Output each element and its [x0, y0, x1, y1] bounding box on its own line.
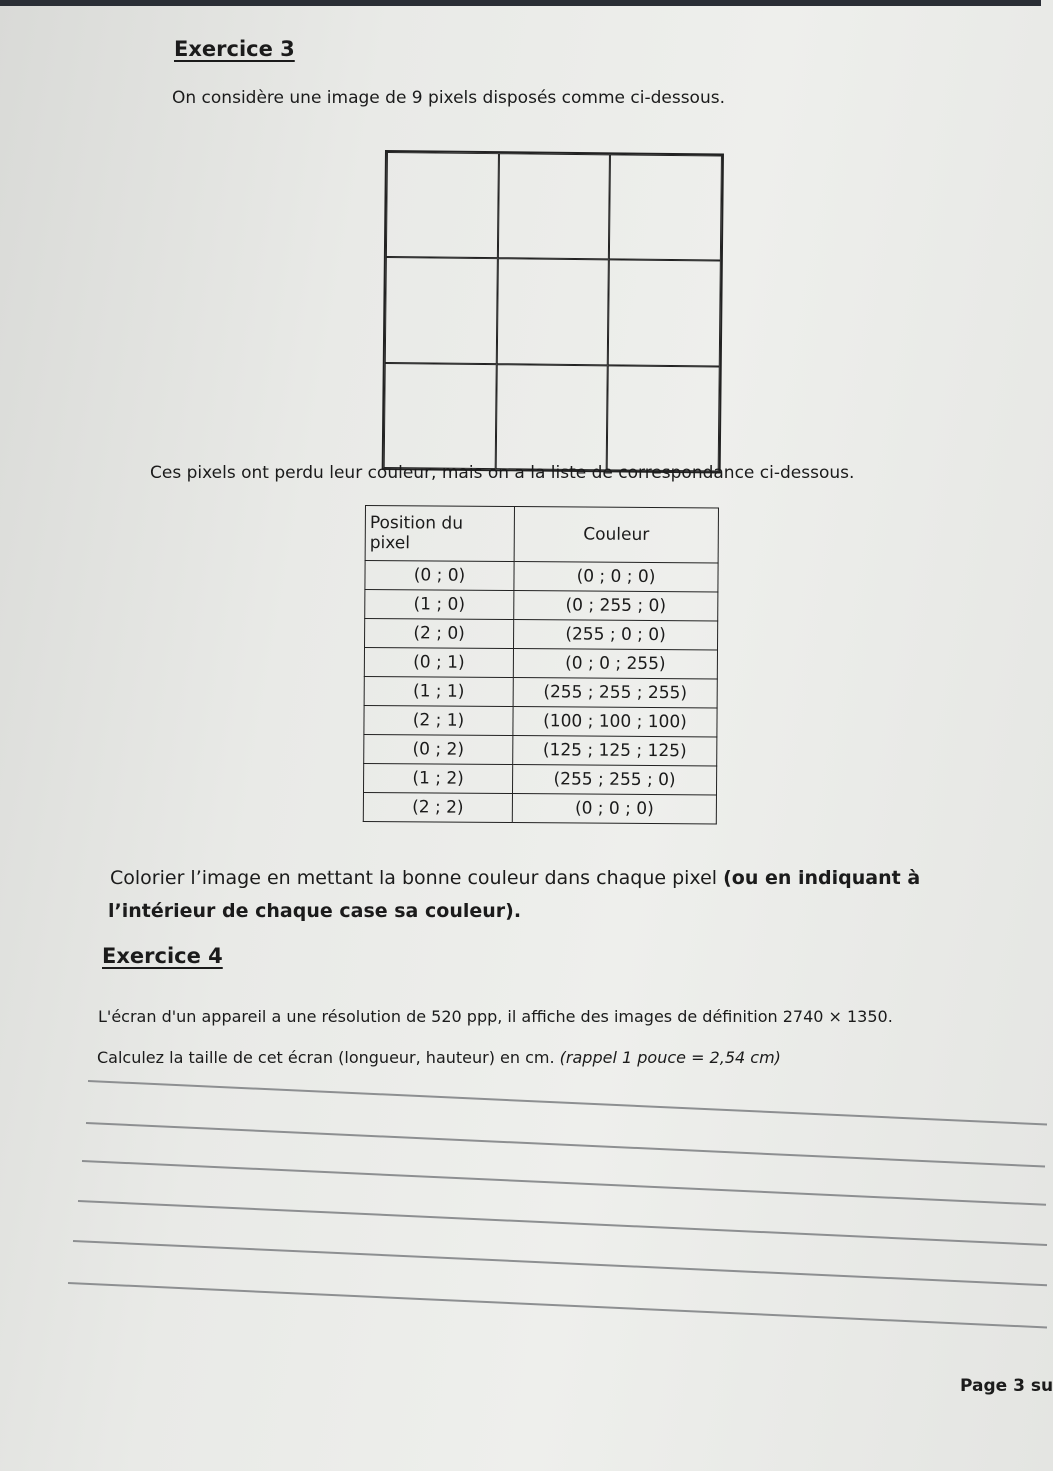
- color-cell: (125 ; 125 ; 125): [513, 736, 717, 766]
- color-cell: (255 ; 255 ; 255): [513, 678, 717, 708]
- exercise-4-line2: [97, 1048, 781, 1067]
- table-row: [363, 763, 716, 794]
- exercise-3-intro: On considère une image de 9 pixels disposés comme ci-dessous.: [172, 88, 725, 108]
- table-row: [365, 590, 718, 621]
- position-cell: (2 ; 2): [363, 792, 512, 822]
- color-cell: (0 ; 0 ; 255): [513, 649, 717, 679]
- exercise-3-instruction-line2: l’intérieur de chaque case sa couleur).: [108, 900, 522, 922]
- answer-line: [82, 1160, 1046, 1206]
- pixel-cell: [385, 257, 498, 363]
- table-row: [364, 648, 717, 679]
- answer-line: [78, 1200, 1047, 1246]
- position-cell: (1 ; 2): [363, 763, 512, 793]
- pixel-cell: [384, 363, 497, 470]
- exercise-4-title: Exercice 4: [102, 944, 223, 968]
- color-cell: (0 ; 255 ; 0): [514, 591, 718, 621]
- header-position: Position du pixel: [365, 506, 514, 562]
- pixel-cell: [386, 152, 499, 258]
- table-row: [364, 734, 717, 765]
- instruction-bold-text: (ou en indiquant à: [723, 867, 921, 889]
- color-cell: (255 ; 0 ; 0): [514, 620, 718, 650]
- table-row: [365, 619, 718, 650]
- color-cell: (100 ; 100 ; 100): [513, 707, 717, 737]
- pixel-cell: [607, 365, 720, 472]
- pixel-cell: [496, 259, 609, 365]
- position-cell: (1 ; 1): [364, 676, 513, 706]
- photo-top-edge: [0, 0, 1041, 6]
- color-cell: (0 ; 0 ; 0): [512, 794, 716, 824]
- answer-line: [68, 1282, 1047, 1328]
- exercise-4-reminder: (rappel 1 pouce = 2,54 cm): [559, 1048, 781, 1067]
- pixel-cell: [608, 260, 721, 366]
- table-row: [363, 792, 716, 823]
- position-cell: (0 ; 2): [364, 734, 513, 764]
- answer-line: [86, 1122, 1045, 1168]
- exercise-3-lost-colors: Ces pixels ont perdu leur couleur, mais on a la liste de correspondance ci-dessous.: [150, 463, 855, 483]
- pixel-grid: [382, 150, 724, 474]
- table-row: [364, 676, 717, 707]
- position-cell: (2 ; 1): [364, 705, 513, 735]
- answer-line: [88, 1080, 1047, 1126]
- color-cell: (0 ; 0 ; 0): [514, 562, 718, 592]
- header-couleur: Couleur: [514, 507, 718, 563]
- pixel-cell: [495, 364, 608, 471]
- exercise-4-line1: L'écran d'un appareil a une résolution de 520 ppp, il affiche des images de définition 2740 × 1350.: [98, 1007, 893, 1026]
- exercise-3-instruction: [110, 867, 920, 889]
- table-row: [365, 561, 718, 592]
- table-header-row: [365, 506, 718, 563]
- exercise-4-question: Calculez la taille de cet écran (longueur, hauteur) en cm.: [97, 1048, 560, 1067]
- answer-line: [73, 1240, 1047, 1286]
- instruction-text: Colorier l’image en mettant la bonne couleur dans chaque pixel: [110, 867, 724, 889]
- exercise-3-title: Exercice 3: [174, 37, 295, 61]
- pixel-cell: [609, 154, 722, 260]
- correspondence-table: [363, 505, 719, 824]
- color-cell: (255 ; 255 ; 0): [512, 765, 716, 795]
- table-row: [364, 705, 717, 736]
- pixel-cell: [498, 153, 611, 259]
- position-cell: (2 ; 0): [365, 619, 514, 649]
- position-cell: (0 ; 0): [365, 561, 514, 591]
- position-cell: (1 ; 0): [365, 590, 514, 620]
- page-number: Page 3 su: [960, 1376, 1053, 1396]
- position-cell: (0 ; 1): [364, 648, 513, 678]
